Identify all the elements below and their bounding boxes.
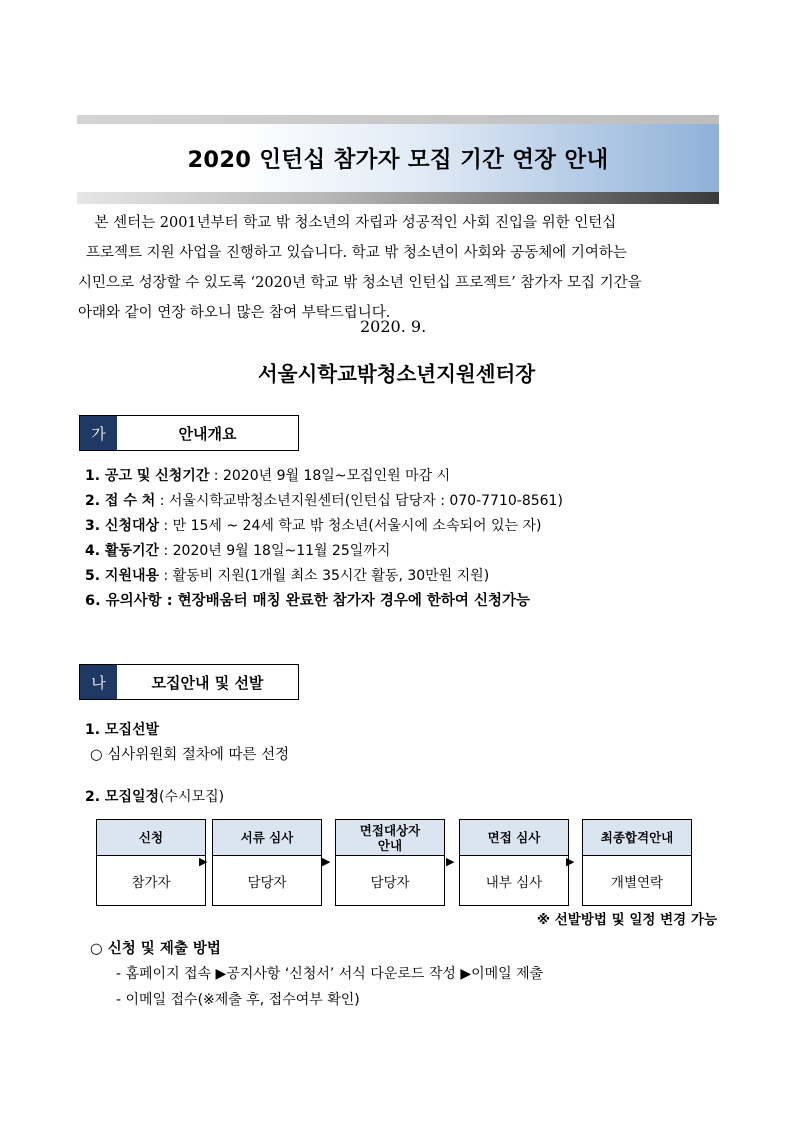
overview-item bbox=[85, 516, 563, 541]
item-value: : 서울시학교밖청소년지원센터(인턴십 담당자 : 070-7710-8561) bbox=[155, 493, 563, 509]
schedule-title-suffix: (수시모집) bbox=[159, 789, 225, 805]
intro-line-1: 본 센터는 2001년부터 학교 밖 청소년의 자립과 성공적인 사회 진입을 위한 인턴십 bbox=[80, 215, 617, 231]
title-banner bbox=[77, 124, 719, 192]
overview-list bbox=[85, 466, 563, 616]
flow-step-body: 개별연락 bbox=[610, 874, 664, 891]
flow-step-body: 참가자 bbox=[131, 874, 171, 891]
item-label: 1. 공고 및 신청기간 bbox=[85, 468, 210, 484]
section-b-title: 모집안내 및 선발 bbox=[151, 673, 264, 692]
selection-bullet: ○ 심사위원회 절차에 따른 선정 bbox=[90, 747, 290, 763]
item-label: 5. 지원내용 bbox=[85, 568, 160, 584]
flow-step-head: 면접 심사 bbox=[460, 820, 568, 856]
section-b-badge: 나 bbox=[80, 665, 117, 699]
subsection-selection-title: 1. 모집선발 bbox=[85, 722, 160, 738]
subsection-schedule-title bbox=[85, 786, 224, 806]
flow-step-body: 내부 심사 bbox=[485, 874, 543, 891]
flow-arrow-icon: ▶ bbox=[322, 855, 331, 868]
schedule-change-note: ※ 선발방법 및 일정 변경 가능 bbox=[536, 912, 717, 928]
section-b-header bbox=[79, 664, 299, 700]
intro-line-3: 시민으로 성장할 수 있도록 ‘2020년 학교 밖 청소년 인턴십 프로젝트’ 참가자 모집 기간을 bbox=[78, 275, 642, 291]
flow-step-head: 서류 심사 bbox=[213, 820, 321, 856]
flow-step-interview bbox=[459, 819, 569, 906]
flow-step-head: 면접대상자 안내 bbox=[336, 820, 444, 856]
overview-item bbox=[85, 566, 563, 591]
overview-item bbox=[85, 541, 563, 566]
flow-arrow-icon: ▶ bbox=[446, 855, 455, 868]
flow-step-final-notice bbox=[582, 819, 692, 906]
section-a-title: 안내개요 bbox=[178, 424, 237, 443]
flow-step-document-review bbox=[212, 819, 322, 906]
title-bar-bottom bbox=[77, 192, 719, 204]
flow-step-apply bbox=[96, 819, 206, 906]
overview-item bbox=[85, 466, 563, 491]
item-label: 3. 신청대상 bbox=[85, 518, 160, 534]
flow-step-body: 담당자 bbox=[247, 874, 287, 891]
application-method-title: ○ 신청 및 제출 방법 bbox=[90, 941, 221, 957]
schedule-title-text: 2. 모집일정 bbox=[85, 789, 160, 805]
item-label: 4. 활동기간 bbox=[85, 543, 160, 559]
page-title: 2020 인턴십 참가자 모집 기간 연장 안내 bbox=[187, 147, 609, 173]
flow-step-head: 최종합격안내 bbox=[583, 820, 691, 856]
application-method-item: - 이메일 접수(※제출 후, 접수여부 확인) bbox=[116, 992, 360, 1008]
item-label: 2. 접 수 처 bbox=[85, 493, 156, 509]
flow-step-interview-notice bbox=[335, 819, 445, 906]
flow-arrow-icon: ▶ bbox=[566, 855, 575, 868]
flow-step-head: 신청 bbox=[97, 820, 205, 856]
intro-paragraph bbox=[80, 208, 720, 328]
overview-item-notice: 6. 유의사항 : 현장배움터 매칭 완료한 참가자 경우에 한하여 신청가능 bbox=[85, 593, 531, 609]
flow-step-body: 담당자 bbox=[370, 874, 410, 891]
flow-arrow-icon: ▶ bbox=[199, 855, 208, 868]
item-value: : 활동비 지원(1개월 최소 35시간 활동, 30만원 지원) bbox=[159, 568, 490, 584]
section-a-header bbox=[79, 415, 299, 451]
application-method-item: - 홈페이지 접속 ▶공지사항 ‘신청서’ 서식 다운로드 작성 ▶이메일 제출 bbox=[116, 966, 544, 982]
item-value: : 2020년 9월 18일~모집인원 마감 시 bbox=[209, 468, 451, 484]
section-a-badge: 가 bbox=[80, 416, 117, 450]
notice-date: 2020. 9. bbox=[360, 317, 427, 336]
organization-name: 서울시학교밖청소년지원센터장 bbox=[257, 362, 536, 386]
item-value: : 2020년 9월 18일~11월 25일까지 bbox=[159, 543, 391, 559]
title-bar-top bbox=[77, 115, 719, 124]
intro-line-4: 아래와 같이 연장 하오니 많은 참여 부탁드립니다. bbox=[78, 305, 391, 321]
item-value: : 만 15세 ~ 24세 학교 밖 청소년(서울시에 소속되어 있는 자) bbox=[159, 518, 542, 534]
overview-item bbox=[85, 491, 563, 516]
intro-line-2: 프로젝트 지원 사업을 진행하고 있습니다. 학교 밖 청소년이 사회와 공동체에 기여하는 bbox=[86, 245, 627, 261]
